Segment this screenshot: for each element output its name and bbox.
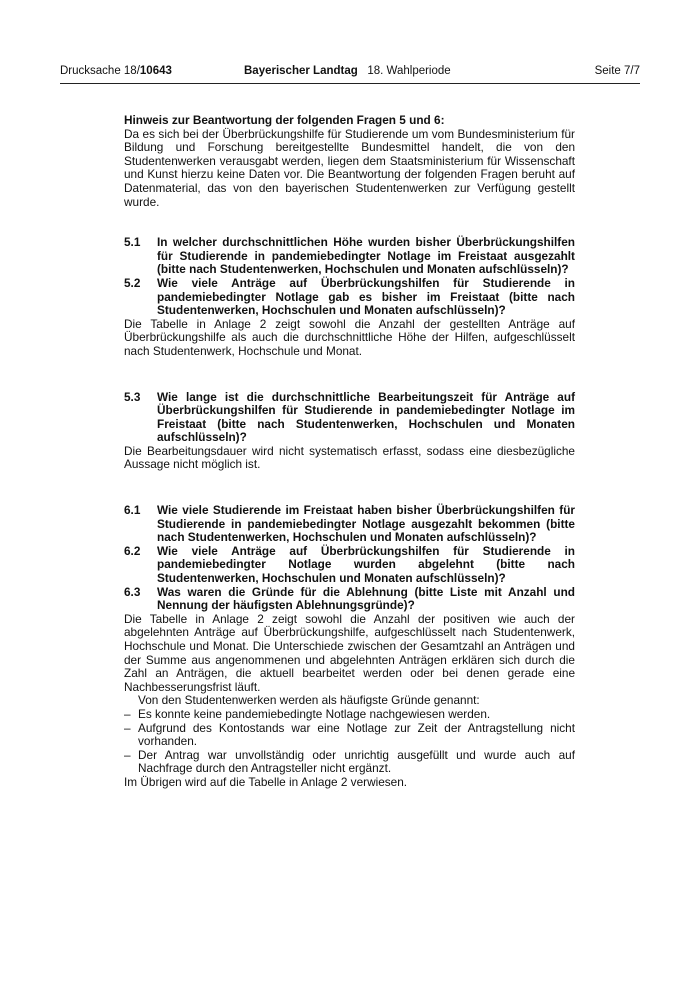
hint-text: Da es sich bei der Überbrückungshilfe für Studierende um vom Bundesministerium für Bildung und Forschung bereitgestellte Bundesmittel handelt, die von den Studentenwerken verausgabt werden, liegen dem Staatsministerium für Wissenschaft und Kunst hierzu keine Daten vor. Die Beantwortung der folgenden Fragen beruht auf Datenmaterial, das von den bayerischen Studentenwerken zur Verfügung gestellt wurde. xyxy=(124,126,575,209)
page-number: Seite 7/7 xyxy=(594,65,640,77)
question-6-2: 6.2 Wie viele Anträge auf Überbrückungshilfen für Studierende in pandemiebedingter Notlage wurden abgelehnt (bitte nach Studentenwerken, Hochschulen und Monaten aufschlüsseln)? xyxy=(124,543,575,586)
drucksache-number: Drucksache 18/10643 xyxy=(60,65,172,77)
answer-5-1-5-2: Die Tabelle in Anlage 2 zeigt sowohl die Anzahl der gestellten Anträge auf Überbrückungshilfe als auch die durchschnittliche Höhe der Hilfen, aufgeschlüsselt nach Studentenwerk, Hochschule und Monat. xyxy=(124,316,575,358)
document-body xyxy=(124,114,575,790)
list-item: – Es konnte keine pandemiebedingte Notlage nachgewiesen werden. xyxy=(124,706,491,721)
question-5-1: 5.1 In welcher durchschnittlichen Höhe wurden bisher Überbrückungshilfen für Studierende in pandemiebedingter Notlage im Freistaat ausgezahlt (bitte nach Studentenwerken, Hochschulen und Monaten aufschlüsseln)? xyxy=(124,235,575,277)
institution-period xyxy=(244,64,451,78)
questions-5-1-5-2 xyxy=(124,236,575,318)
questions-5-3 xyxy=(124,391,575,445)
answer-5-3: Die Bearbeitungsdauer wird nicht systematisch erfasst, sodass eine diesbezügliche Aussage nicht möglich ist. xyxy=(124,443,575,472)
question-6-1: 6.1 Wie viele Studierende im Freistaat haben bisher Überbrückungshilfen für Studierende in pandemiebedingter Notlage ausgezahlt bekommen (bitte nach Studentenwerken, Hochschulen und Monaten aufschlüsseln)? xyxy=(124,503,575,545)
list-item: – Aufgrund des Kontostands war eine Notlage zur Zeit der Antragstellung nicht vorhanden. xyxy=(124,720,575,749)
question-5-3: 5.3 Wie lange ist die durchschnittliche Bearbeitungszeit für Anträge auf Überbrückungshilfen für Studierende in pandemiebedingter Notlage im Freistaat (bitte nach Studentenwerken, Hochschulen und Monaten aufschlüsseln)? xyxy=(124,389,575,445)
answer-6-outro: Im Übrigen wird auf die Tabelle in Anlage 2 verwiesen. xyxy=(124,774,408,789)
answer-6-intro: Die Tabelle in Anlage 2 zeigt sowohl die Anzahl der positiven wie auch der abgelehnten Anträge auf Überbrückungshilfe, aufgeschlüsselt nach Studentenwerk, Hochschule und Monat. Die Unterschiede zwischen der Gesamtzahl an Anträgen und der Summe aus angenommenen und abgelehnten Anträgen erklären sich durch die Zahl an Anträgen, die aktuell bearbeitet werden oder bei denen gerade eine Nachbesserungsfrist läuft. xyxy=(124,611,575,694)
answer-6-reasons-intro: Von den Studentenwerken werden als häufigste Gründe genannt: xyxy=(138,693,480,708)
hint-title: Hinweis zur Beantwortung der folgenden Fragen 5 und 6: xyxy=(124,113,445,127)
list-item: – Der Antrag war unvollständig oder unrichtig ausgefüllt und wurde auch auf Nachfrage durch den Antragsteller nicht ergänzt. xyxy=(124,747,575,776)
institution-name: Bayerischer Landtag xyxy=(244,65,358,77)
page-header xyxy=(60,64,640,82)
legislative-period: 18. Wahlperiode xyxy=(367,65,451,77)
question-5-2: 5.2 Wie viele Anträge auf Überbrückungshilfen für Studierende in pandemiebedingter Notlage gab es bisher im Freistaat (bitte nach Studentenwerken, Hochschulen und Monaten aufschlüsseln)? xyxy=(124,275,575,318)
header-rule xyxy=(60,83,640,84)
question-6-3: 6.3 Was waren die Gründe für die Ablehnung (bitte Liste mit Anzahl und Nennung der häufigsten Ablehnungsgründe)? xyxy=(124,584,575,613)
questions-6 xyxy=(124,504,575,613)
